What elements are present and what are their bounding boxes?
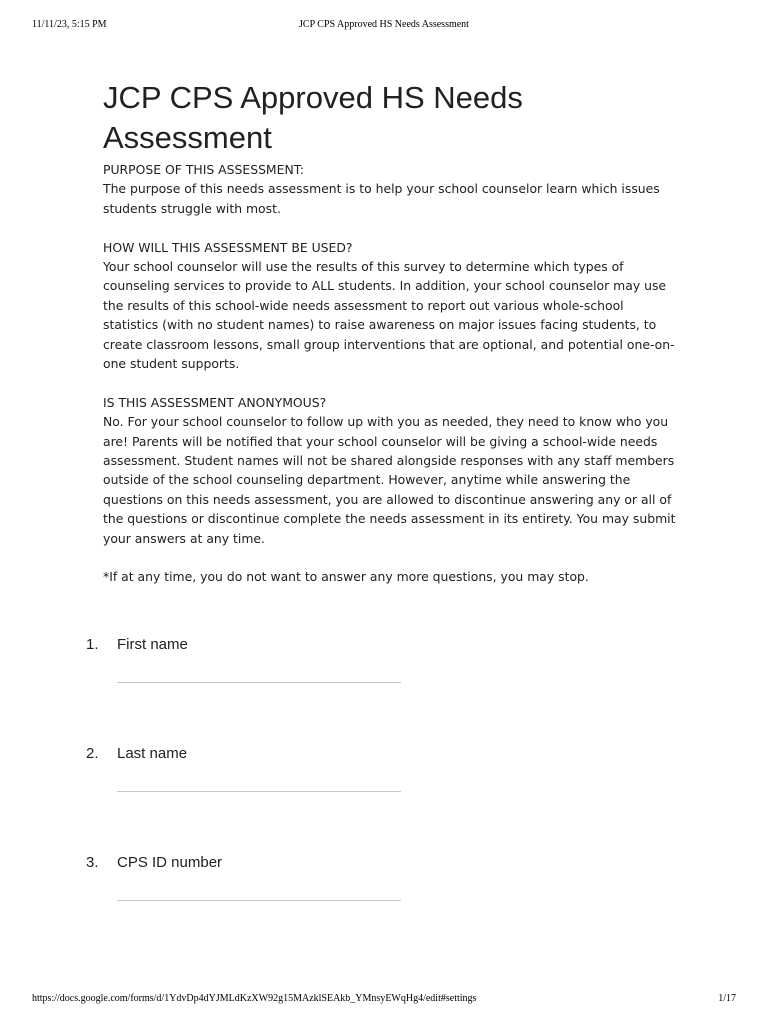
print-datetime: 11/11/23, 5:15 PM bbox=[32, 19, 107, 30]
description-section-stop-note bbox=[103, 567, 678, 586]
page-number: 1/17 bbox=[718, 993, 736, 1004]
form-description bbox=[103, 160, 678, 587]
section-body: Your school counselor will use the results of this survey to determine which types of counseling services to provide to ALL students. In addition, your school counselor may use the results of this school-wide needs assessment to report out various whole-school statistics (with no student names) to raise awareness on major issues facing students, to create classroom lessons, small group interventions that are optional, and potential one-on-one student supports. bbox=[103, 259, 675, 372]
question-label: Last name bbox=[117, 745, 188, 762]
question-number: 3. bbox=[86, 854, 99, 871]
last-name-input[interactable] bbox=[117, 791, 401, 792]
description-section-usage bbox=[103, 238, 678, 374]
question-label: First name bbox=[117, 636, 188, 653]
section-heading: HOW WILL THIS ASSESSMENT BE USED? bbox=[103, 239, 353, 255]
description-section-purpose bbox=[103, 160, 678, 218]
question-cps-id bbox=[86, 854, 406, 924]
section-body: *If at any time, you do not want to answer any more questions, you may stop. bbox=[103, 569, 589, 585]
first-name-input[interactable] bbox=[117, 682, 401, 683]
print-header bbox=[32, 19, 736, 33]
section-heading: PURPOSE OF THIS ASSESSMENT: bbox=[103, 162, 305, 177]
cps-id-input[interactable] bbox=[117, 900, 401, 901]
section-body: The purpose of this needs assessment is to help your school counselor learn which issues students struggle with most. bbox=[103, 181, 660, 216]
section-heading: IS THIS ASSESSMENT ANONYMOUS? bbox=[103, 394, 327, 410]
question-label: CPS ID number bbox=[117, 854, 223, 871]
form-title: JCP CPS Approved HS Needs Assessment bbox=[103, 80, 523, 155]
print-url: https://docs.google.com/forms/d/1YdvDp4dYJMLdKzXW92g15MAzklSEAkb_YMnsyEWqHg4/edit#settings bbox=[32, 993, 477, 1004]
question-last-name bbox=[86, 745, 406, 815]
question-number: 2. bbox=[86, 745, 99, 762]
question-number: 1. bbox=[86, 636, 99, 653]
question-first-name bbox=[86, 636, 406, 706]
description-section-anonymity bbox=[103, 393, 678, 548]
print-doc-title: JCP CPS Approved HS Needs Assessment bbox=[299, 19, 469, 30]
print-footer bbox=[32, 993, 736, 1007]
section-body: No. For your school counselor to follow up with you as needed, they need to know who you are! Parents will be notified that your school counselor will be giving a school-wide needs assessment. Student names will not be shared alongside responses with any staff members outside of the school counseling department. However, anytime while answering the questions on this needs assessment, you are allowed to discontinue answering any or all of the questions or discontinue complete the needs assessment in its entirety. You may submit your answers at any time. bbox=[103, 414, 676, 546]
